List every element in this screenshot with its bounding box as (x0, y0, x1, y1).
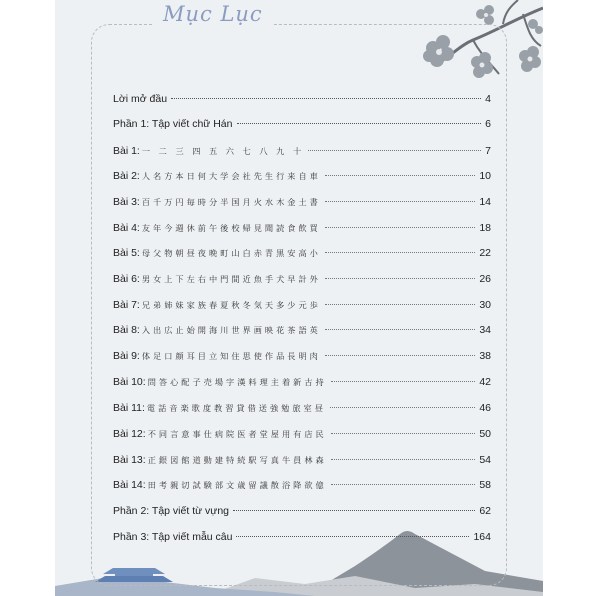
toc-entry[interactable] (113, 428, 491, 448)
dot-leader (171, 98, 481, 99)
toc-entry-label: Lời mở đầu (113, 93, 168, 105)
toc-entry-page: 54 (479, 454, 491, 466)
toc-entry-page: 46 (479, 402, 491, 414)
page-title: Mục Lục (153, 2, 273, 26)
toc-entry-kanji: 母父物朝昼夜晩町山白赤青黒安高小 (141, 248, 321, 258)
toc-entry-kanji: 一 二 三 四 五 六 七 八 九 十 (141, 146, 305, 156)
toc-entry[interactable] (113, 299, 491, 319)
toc-entry-kanji: 電話音楽歌度教習貸借送強勉旅室昼 (146, 403, 326, 413)
toc-entry-label: Bài 13: (113, 454, 146, 466)
toc-entry-kanji: 体足口顔耳目立知住思使作品長明肉 (141, 351, 321, 361)
dot-leader (331, 433, 476, 434)
dot-leader (325, 329, 475, 330)
toc-entry-label: Phần 3: Tập viết mẫu câu (113, 531, 233, 543)
dot-leader (325, 227, 475, 228)
toc-entry-label: Bài 7: (113, 299, 140, 311)
toc-entry-label: Bài 4: (113, 222, 140, 234)
dot-leader (308, 150, 481, 151)
toc-entry-kanji: 不同言意事仕病院医者堂屋用有店民 (147, 429, 327, 439)
toc-entry-page: 6 (485, 118, 491, 130)
dot-leader (325, 355, 475, 356)
dot-leader (237, 123, 482, 124)
toc-entry-label: Bài 11: (113, 402, 145, 414)
dot-leader (325, 278, 475, 279)
toc-entry[interactable] (113, 454, 491, 474)
toc-entry[interactable] (113, 273, 491, 293)
toc-entry[interactable] (113, 247, 491, 267)
toc-entry-page: 22 (479, 247, 491, 259)
toc-entry-label: Bài 9: (113, 350, 140, 362)
toc-entry[interactable] (113, 145, 491, 165)
toc-entry-label: Bài 6: (113, 273, 140, 285)
toc-entry-label: Phần 1: Tập viết chữ Hán (113, 118, 233, 130)
toc-entry-kanji: 正銀図館道動建特続駅写真牛員林森 (147, 455, 327, 465)
toc-entry-page: 58 (479, 479, 491, 491)
toc-entry-page: 4 (485, 93, 491, 105)
toc-entry-page: 10 (479, 170, 491, 182)
dot-leader (325, 175, 475, 176)
toc-entry-page: 164 (473, 531, 491, 543)
dot-leader (233, 510, 475, 511)
toc-entry-kanji: 友年今週休前午後校帰見聞読食飲買 (141, 223, 321, 233)
toc-entry-kanji: 男女上下左右中門間近魚手犬早計外 (141, 274, 321, 284)
dot-leader (330, 407, 475, 408)
toc-entry-page: 26 (479, 273, 491, 285)
toc-entry-kanji: 問答心配子売場字漢料理主着新古持 (147, 377, 327, 387)
toc-entry-label: Bài 12: (113, 428, 146, 440)
toc-entry-kanji: 百千万円毎時分半国月火水木金土書 (141, 197, 321, 207)
toc-entry-page: 7 (485, 145, 491, 157)
toc-entry-label: Bài 14: (113, 479, 146, 491)
toc-entry-label: Bài 5: (113, 247, 140, 259)
toc-entry[interactable] (113, 324, 491, 344)
toc-entry[interactable] (113, 170, 491, 190)
toc-entry[interactable] (113, 505, 491, 525)
toc-entry[interactable] (113, 222, 491, 242)
dot-leader (331, 484, 476, 485)
dot-leader (325, 304, 475, 305)
dot-leader (331, 459, 476, 460)
toc-entry-kanji: 人名方本日何大学会社先生行来自車 (141, 171, 321, 181)
dot-leader (325, 201, 475, 202)
dot-leader (236, 536, 469, 537)
toc-entry-label: Phần 2: Tập viết từ vựng (113, 505, 230, 517)
toc-entry-kanji: 兄弟姉妹家族春夏秋冬気天多少元歩 (141, 300, 321, 310)
toc-entry-label: Bài 8: (113, 324, 140, 336)
toc-entry[interactable] (113, 196, 491, 216)
toc-entry-label: Bài 2: (113, 170, 140, 182)
dot-leader (331, 381, 476, 382)
toc-entry-page: 38 (479, 350, 491, 362)
toc-entry[interactable] (113, 118, 491, 138)
toc-entry-label: Bài 3: (113, 196, 140, 208)
toc-entry-label: Bài 1: (113, 145, 140, 157)
toc-entry-page: 18 (479, 222, 491, 234)
toc-entry-page: 34 (479, 324, 491, 336)
document-page (55, 0, 543, 596)
toc-entry-page: 14 (479, 196, 491, 208)
toc-entry[interactable] (113, 531, 491, 551)
toc-entry-page: 50 (479, 428, 491, 440)
toc-entry-page: 30 (479, 299, 491, 311)
toc-entry[interactable] (113, 350, 491, 370)
toc-entry[interactable] (113, 479, 491, 499)
toc-entry[interactable] (113, 402, 491, 422)
toc-entry-label: Bài 10: (113, 376, 146, 388)
toc-entry-page: 42 (479, 376, 491, 388)
toc-entry-page: 62 (479, 505, 491, 517)
toc-entry-kanji: 入出広止始開海川世界画映花茶語英 (141, 325, 321, 335)
toc-entry-kanji: 田考親切試験部文歳留議散浴降欲億 (147, 480, 327, 490)
dot-leader (325, 252, 475, 253)
toc-entry[interactable] (113, 376, 491, 396)
toc-entry[interactable] (113, 93, 491, 113)
